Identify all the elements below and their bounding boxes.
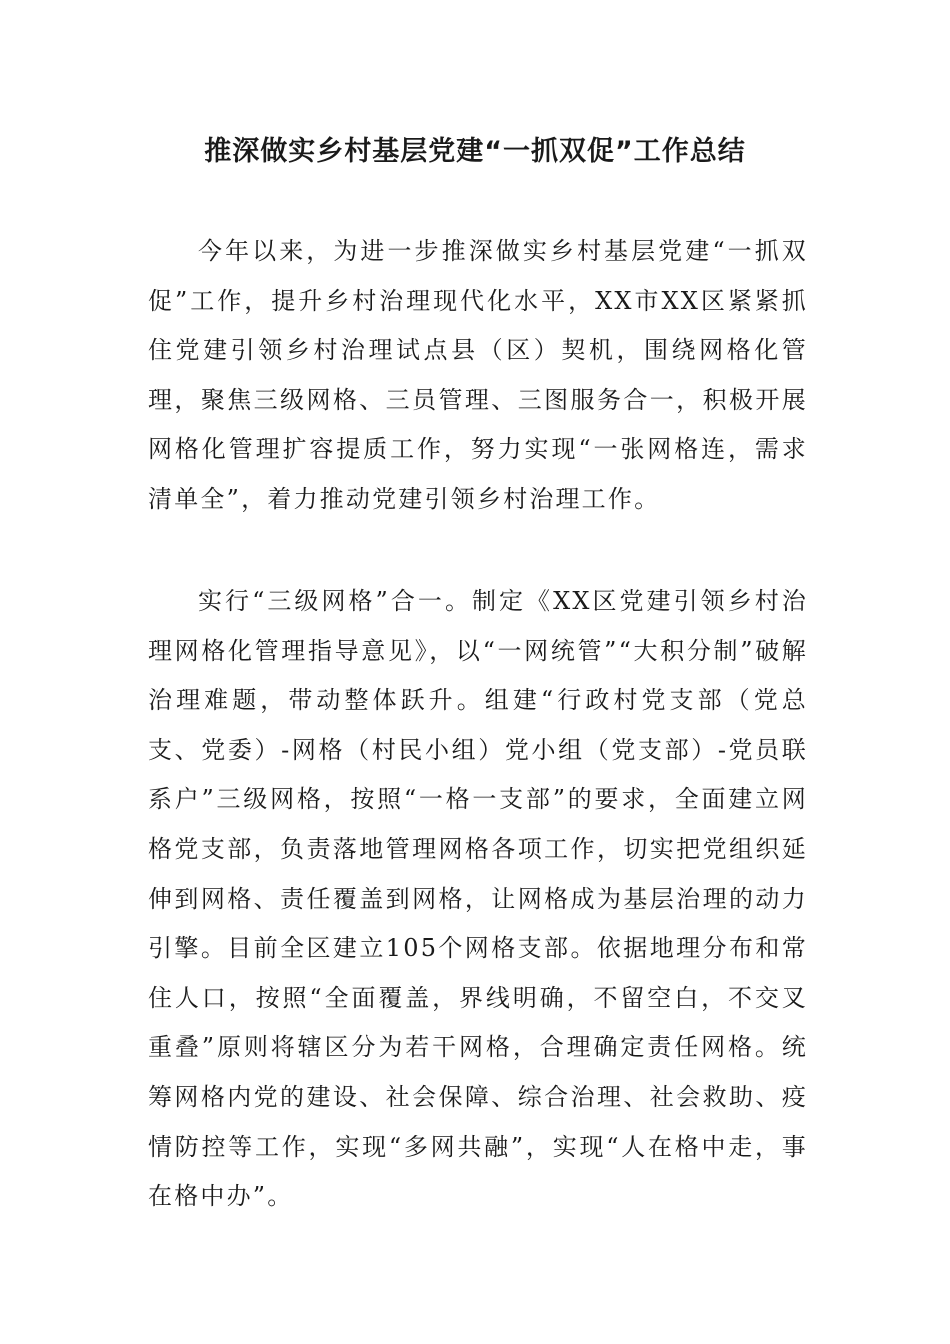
paragraph-intro: 今年以来，为进一步推深做实乡村基层党建“一抓双促”工作，提升乡村治理现代化水平，XX市XX区紧紧抓住党建引领乡村治理试点县（区）契机，围绕网格化管理，聚焦三级网格、三员管理、三图服务合一，积极开展网格化管理扩容提质工作，努力实现“一张网格连，需求清单全”，着力推动党建引领乡村治理工作。 [148,237,808,513]
paragraph-three-level-grid: 实行“三级网格”合一。制定《XX区党建引领乡村治理网格化管理指导意见》，以“一网统管”“大积分制”破解治理难题，带动整体跃升。组建“行政村党支部（党总支、党委）-网格（村民小组）党小组（党支部）-党员联系户”三级网格，按照“一格一支部”的要求，全面建立网格党支部，负责落地管理网格各项工作，切实把党组织延伸到网格、责任覆盖到网格，让网格成为基层治理的动力引擎。目前全区建立105个网格支部。依据地理分布和常住人口，按照“全面覆盖，界线明确，不留空白，不交叉重叠”原则将辖区分为若干网格，合理确定责任网格。统筹网格内党的建设、社会保障、综合治理、社会救助、疫情防控等工作，实现“多网共融”，实现“人在格中走，事在格中办”。 [148,587,808,1211]
document-title: 推深做实乡村基层党建“一抓双促”工作总结 [204,136,746,167]
